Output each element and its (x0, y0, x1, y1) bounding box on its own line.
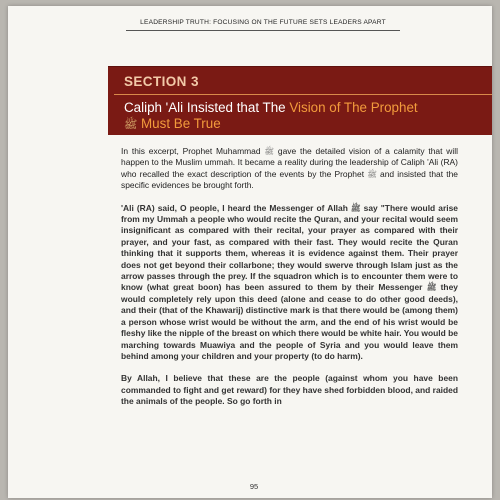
paragraph-text: In this excerpt, Prophet Muhammad (121, 146, 261, 156)
body-text (121, 146, 458, 419)
section-divider (114, 94, 492, 95)
section-banner (108, 66, 492, 135)
paragraph-oath: By Allah, I believe that these are the people (against whom you have been commanded to fight and get reward) for they have shed forbidden blood, and raided the animals of the people. So go forth in (121, 373, 458, 407)
salawat-seal-icon: ﷺ (426, 283, 437, 293)
paragraph-hadith (121, 203, 458, 363)
header-rule (126, 30, 400, 31)
book-page (8, 6, 492, 498)
salawat-seal-icon: ﷺ (124, 119, 138, 131)
paragraph-text: gave the detailed vision of a calamity that will happen to the Muslim ummah. It became a reality during the leadership of Caliph 'Ali (RA) who recalled the exact description of the events by the Prophet (121, 146, 458, 179)
running-header: LEADERSHIP TRUTH: FOCUSING ON THE FUTURE SETS LEADERS APART (140, 19, 386, 26)
section-label: SECTION 3 (124, 74, 199, 89)
section-title (124, 100, 464, 133)
paragraph-text: 'Ali (RA) said, O people, I heard the Messenger of Allah (121, 202, 348, 213)
salawat-seal-icon: ﷺ (367, 169, 377, 179)
paragraph-text: they would completely rely upon this deed (alone and cease to do other good deeds), and their (that of the Khawarij) distinctive mark is that there would be (among them) a person whose wrist would be without the arm, and the end of his wrist would be fleshy like the nipple of the breast on which there would be white hair. You would be marching towards Muawiya and the people of Syria and you would leave them behind among your children and your property (to do harm). (121, 282, 458, 361)
page-number: 95 (249, 482, 259, 491)
paragraph-intro (121, 146, 458, 192)
section-title-accent: Vision of The Prophet (289, 100, 418, 115)
salawat-seal-icon: ﷺ (350, 203, 361, 213)
paragraph-text: say "There would arise from my Ummah a people who would recite the Quran, and your recital would seem insignificant as compared with their recital, your prayer as compared with their prayer, and your fast, as compared with their fast. They would recite the Quran thinking that it supports them, whereas it is evidence against them. Their prayer does not get beyond their collarbone; they would swerve through Islam just as the arrow passes through the prey. If the squadron which is to encounter them were to know (what great boon) has been assured to them by their Messenger (121, 202, 458, 293)
section-title-plain: Caliph 'Ali Insisted that The (124, 100, 290, 115)
section-title-accent-2: Must Be True (141, 116, 221, 131)
salawat-seal-icon: ﷺ (264, 147, 275, 156)
paragraph-text: and insisted that the specific evidences be brought forth. (121, 168, 458, 191)
